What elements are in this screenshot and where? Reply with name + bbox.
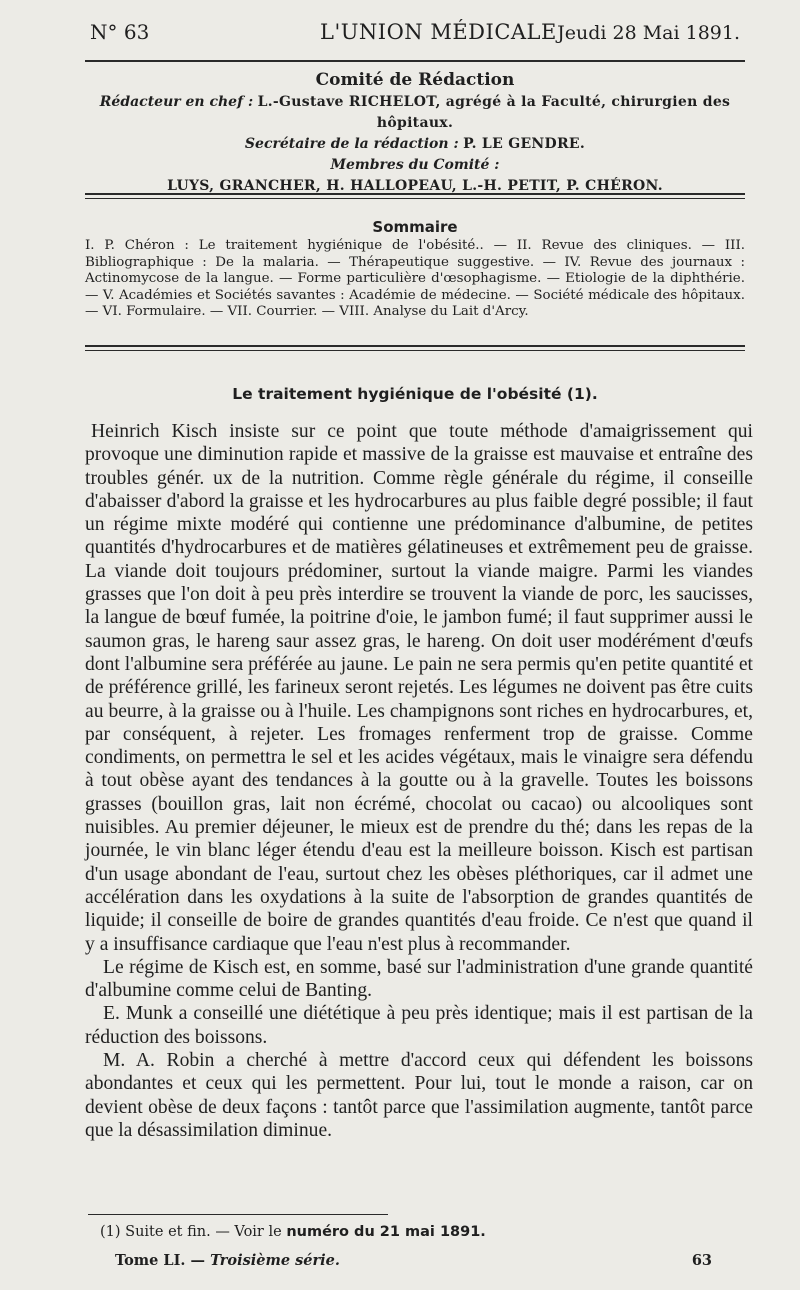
article-paragraph: Le régime de Kisch est, en somme, basé sur l'administration d'une grande quantité d'albumine comme celui de Banting. <box>85 956 753 1002</box>
series-label: Troisième série. <box>210 1252 340 1269</box>
footnote <box>100 1224 486 1240</box>
comite-rule-top <box>85 193 745 195</box>
secretary-line <box>85 134 745 155</box>
secretary-name: P. LE GENDRE. <box>463 136 586 152</box>
footnote-ref: numéro du 21 mai 1891. <box>286 1224 486 1240</box>
footnote-rule <box>88 1214 388 1215</box>
volume-label: Tome LI. <box>115 1252 186 1269</box>
journal-title: L'UNION MÉDICALE <box>320 20 557 44</box>
page-header <box>90 18 740 52</box>
article-paragraph: Heinrich Kisch insiste sur ce point que toute méthode d'amaigrissement qui provoque une diminution rapide et massive de la graisse est mauvaise et entraîne des troubles génér. ux de la nutrition. Comme règle générale du régime, il conseille d'abaisser d'abord la graisse et les hydrocarbures au plus faible degré possible; il faut un régime mixte modéré qui contienne une prédominance d'albumine, de petites quantités d'hydrocarbures et de matières gélatineuses et extrêmement peu de graisse. La viande doit toujours prédominer, surtout la viande maigre. Parmi les viandes grasses que l'on doit à peu près interdire se trouvent la viande de porc, les saucisses, la langue de bœuf fumée, la poitrine d'oie, le jambon fumé; il faut supprimer aussi le saumon gras, le hareng saur assez gras, le hareng. On doit user modérément d'œufs dont l'albumine sera préférée au jaune. Le pain ne sera permis qu'en petite quantité et de préférence grillé, les farineux seront rejetés. Les légumes ne doivent pas être cuits au beurre, à la graisse ou à l'huile. Les champignons sont riches en hydrocarbures, et, par conséquent, à rejeter. Les fromages renferment trop de graisse. Comme condiments, on permettra le sel et les acides végétaux, mais le vinaigre sera défendu à tout obèse ayant des tendances à la goutte ou à la gravelle. Toutes les boissons grasses (bouillon gras, lait non écrémé, chocolat ou cacao) ou alcooliques sont nuisibles. Au premier déjeuner, le mieux est de prendre du thé; dans les repas de la journée, le vin blanc léger étendu d'eau est la meilleure boisson. Kisch est partisan d'un usage abondant de l'eau, surtout chez les obèses pléthoriques, car il admet une accélération dans les oxydations à la suite de l'absorption de grandes quantités de liquide; il conseille de boire de grandes quantités d'eau froide. Ce n'est que quand il y a insuffisance cardiaque que l'eau n'est plus à recommander. <box>85 421 753 955</box>
members-label: Membres du Comité : <box>330 157 500 173</box>
issue-date: Jeudi 28 Mai 1891. <box>557 22 740 44</box>
sommaire-rule-top <box>85 345 745 347</box>
header-rule <box>85 60 745 62</box>
sommaire-title: Sommaire <box>372 218 458 236</box>
comite-rule-bottom <box>85 198 745 199</box>
page-number: 63 <box>691 1252 712 1269</box>
footnote-text: (1) Suite et fin. — Voir le <box>100 1224 282 1240</box>
sommaire-rule-bottom <box>85 350 745 351</box>
issue-number: N° 63 <box>90 20 150 44</box>
editor-label: Rédacteur en chef : <box>99 94 254 110</box>
sommaire-block <box>85 218 745 321</box>
secretary-label: Secrétaire de la rédaction : <box>244 136 459 152</box>
sommaire-text: I. P. Chéron : Le traitement hygiénique de l'obésité.. — II. Revue des cliniques. — III. Bibliographique : De la malaria. — Thérapeutique suggestive. — IV. Revue des journaux : Actinomycose de la langue. — Forme particulière d'œsophagisme. — Etiologie de la diphthérie. — V. Académies et Sociétés savantes : Académie de médecine. — Société médicale des hôpitaux. — VI. Formulaire. — VII. Courrier. — VIII. Analyse du Lait d'Arcy. <box>85 238 745 319</box>
article-title: Le traitement hygiénique de l'obésité (1). <box>232 385 598 403</box>
article-paragraph: E. Munk a conseillé une diététique à peu près identique; mais il est partisan de la réduction des boissons. <box>85 1003 753 1048</box>
footer-volume: Tome LI. — Troisième série. <box>115 1252 340 1269</box>
comite-title: Comité de Rédaction <box>315 70 515 90</box>
editor-line <box>85 92 745 134</box>
comite-block <box>85 70 745 197</box>
members-label-line <box>85 155 745 176</box>
members-names: LUYS, GRANCHER, H. HALLOPEAU, L.-H. PETIT, P. CHÉRON. <box>167 178 663 194</box>
editor-text: L.-Gustave RICHELOT, agrégé à la Faculté, chirurgien des hôpitaux. <box>257 94 731 131</box>
article-body <box>85 420 753 1142</box>
article-paragraph: M. A. Robin a cherché à mettre d'accord ceux qui défendent les boissons abondantes et ceux qui les permettent. Pour lui, tout le monde a raison, car on devient obèse de deux façons : tantôt parce que l'assimilation augmente, tantôt parce que la désassimilation diminue. <box>85 1050 753 1141</box>
